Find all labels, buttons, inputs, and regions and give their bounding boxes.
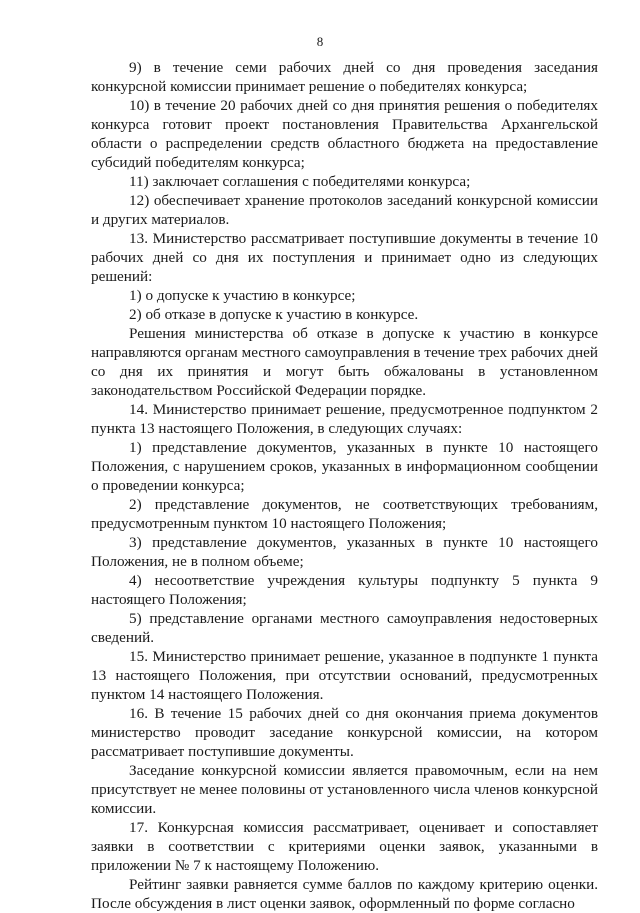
paragraph: 14. Министерство принимает решение, предусмотренное подпунктом 2 пункта 13 настоящего Положения, в следующих случаях: <box>91 401 598 437</box>
paragraph: 1) представление документов, указанных в пункте 10 настоящего Положения, с нарушением сроков, указанных в информационном сообщении о проведении конкурса; <box>91 439 598 494</box>
paragraph: 16. В течение 15 рабочих дней со дня окончания приема документов министерство проводит заседание конкурсной комиссии, на котором рассматривает поступившие документы. <box>91 705 598 760</box>
paragraph: 4) несоответствие учреждения культуры подпункту 5 пункта 9 настоящего Положения; <box>91 572 598 608</box>
paragraph: Решения министерства об отказе в допуске к участию в конкурсе направляются органам местного самоуправления в течение трех рабочих дней со дня их принятия и могут быть обжалованы в установленном законодательством Российской Федерации порядке. <box>91 325 598 399</box>
page-number: 8 <box>316 34 324 49</box>
paragraph: 2) об отказе в допуске к участию в конкурсе. <box>129 306 419 323</box>
paragraph: Заседание конкурсной комиссии является правомочным, если на нем присутствует не менее половины от установленного числа членов конкурсной комиссии. <box>91 762 598 817</box>
paragraph: 17. Конкурсная комиссия рассматривает, оценивает и сопоставляет заявки в соответствии с критериями оценки заявок, указанными в приложении № 7 к настоящему Положению. <box>91 819 598 874</box>
paragraph: 3) представление документов, указанных в пункте 10 настоящего Положения, не в полном объеме; <box>91 534 598 570</box>
paragraph: 13. Министерство рассматривает поступившие документы в течение 10 рабочих дней со дня их поступления и принимает одно из следующих решений: <box>91 230 598 285</box>
document-body <box>91 58 598 913</box>
paragraph: 5) представление органами местного самоуправления недостоверных сведений. <box>91 610 598 646</box>
paragraph: 10) в течение 20 рабочих дней со дня принятия решения о победителях конкурса готовит проект постановления Правительства Архангельской области о распределении средств областного бюджета на предоставление субсидий победителям конкурса; <box>91 97 598 171</box>
paragraph: Рейтинг заявки равняется сумме баллов по каждому критерию оценки. После обсуждения в лист оценки заявок, оформленный по форме согласно <box>91 876 598 912</box>
paragraph: 2) представление документов, не соответствующих требованиям, предусмотренным пунктом 10 настоящего Положения; <box>91 496 598 532</box>
paragraph: 9) в течение семи рабочих дней со дня проведения заседания конкурсной комиссии принимает решение о победителях конкурса; <box>91 59 598 95</box>
paragraph: 15. Министерство принимает решение, указанное в подпункте 1 пункта 13 настоящего Положения, при отсутствии оснований, предусмотренных пунктом 14 настоящего Положения. <box>91 648 598 703</box>
paragraph: 12) обеспечивает хранение протоколов заседаний конкурсной комиссии и других материалов. <box>91 192 598 228</box>
paragraph: 11) заключает соглашения с победителями конкурса; <box>129 173 471 190</box>
paragraph: 1) о допуске к участию в конкурсе; <box>129 287 356 304</box>
